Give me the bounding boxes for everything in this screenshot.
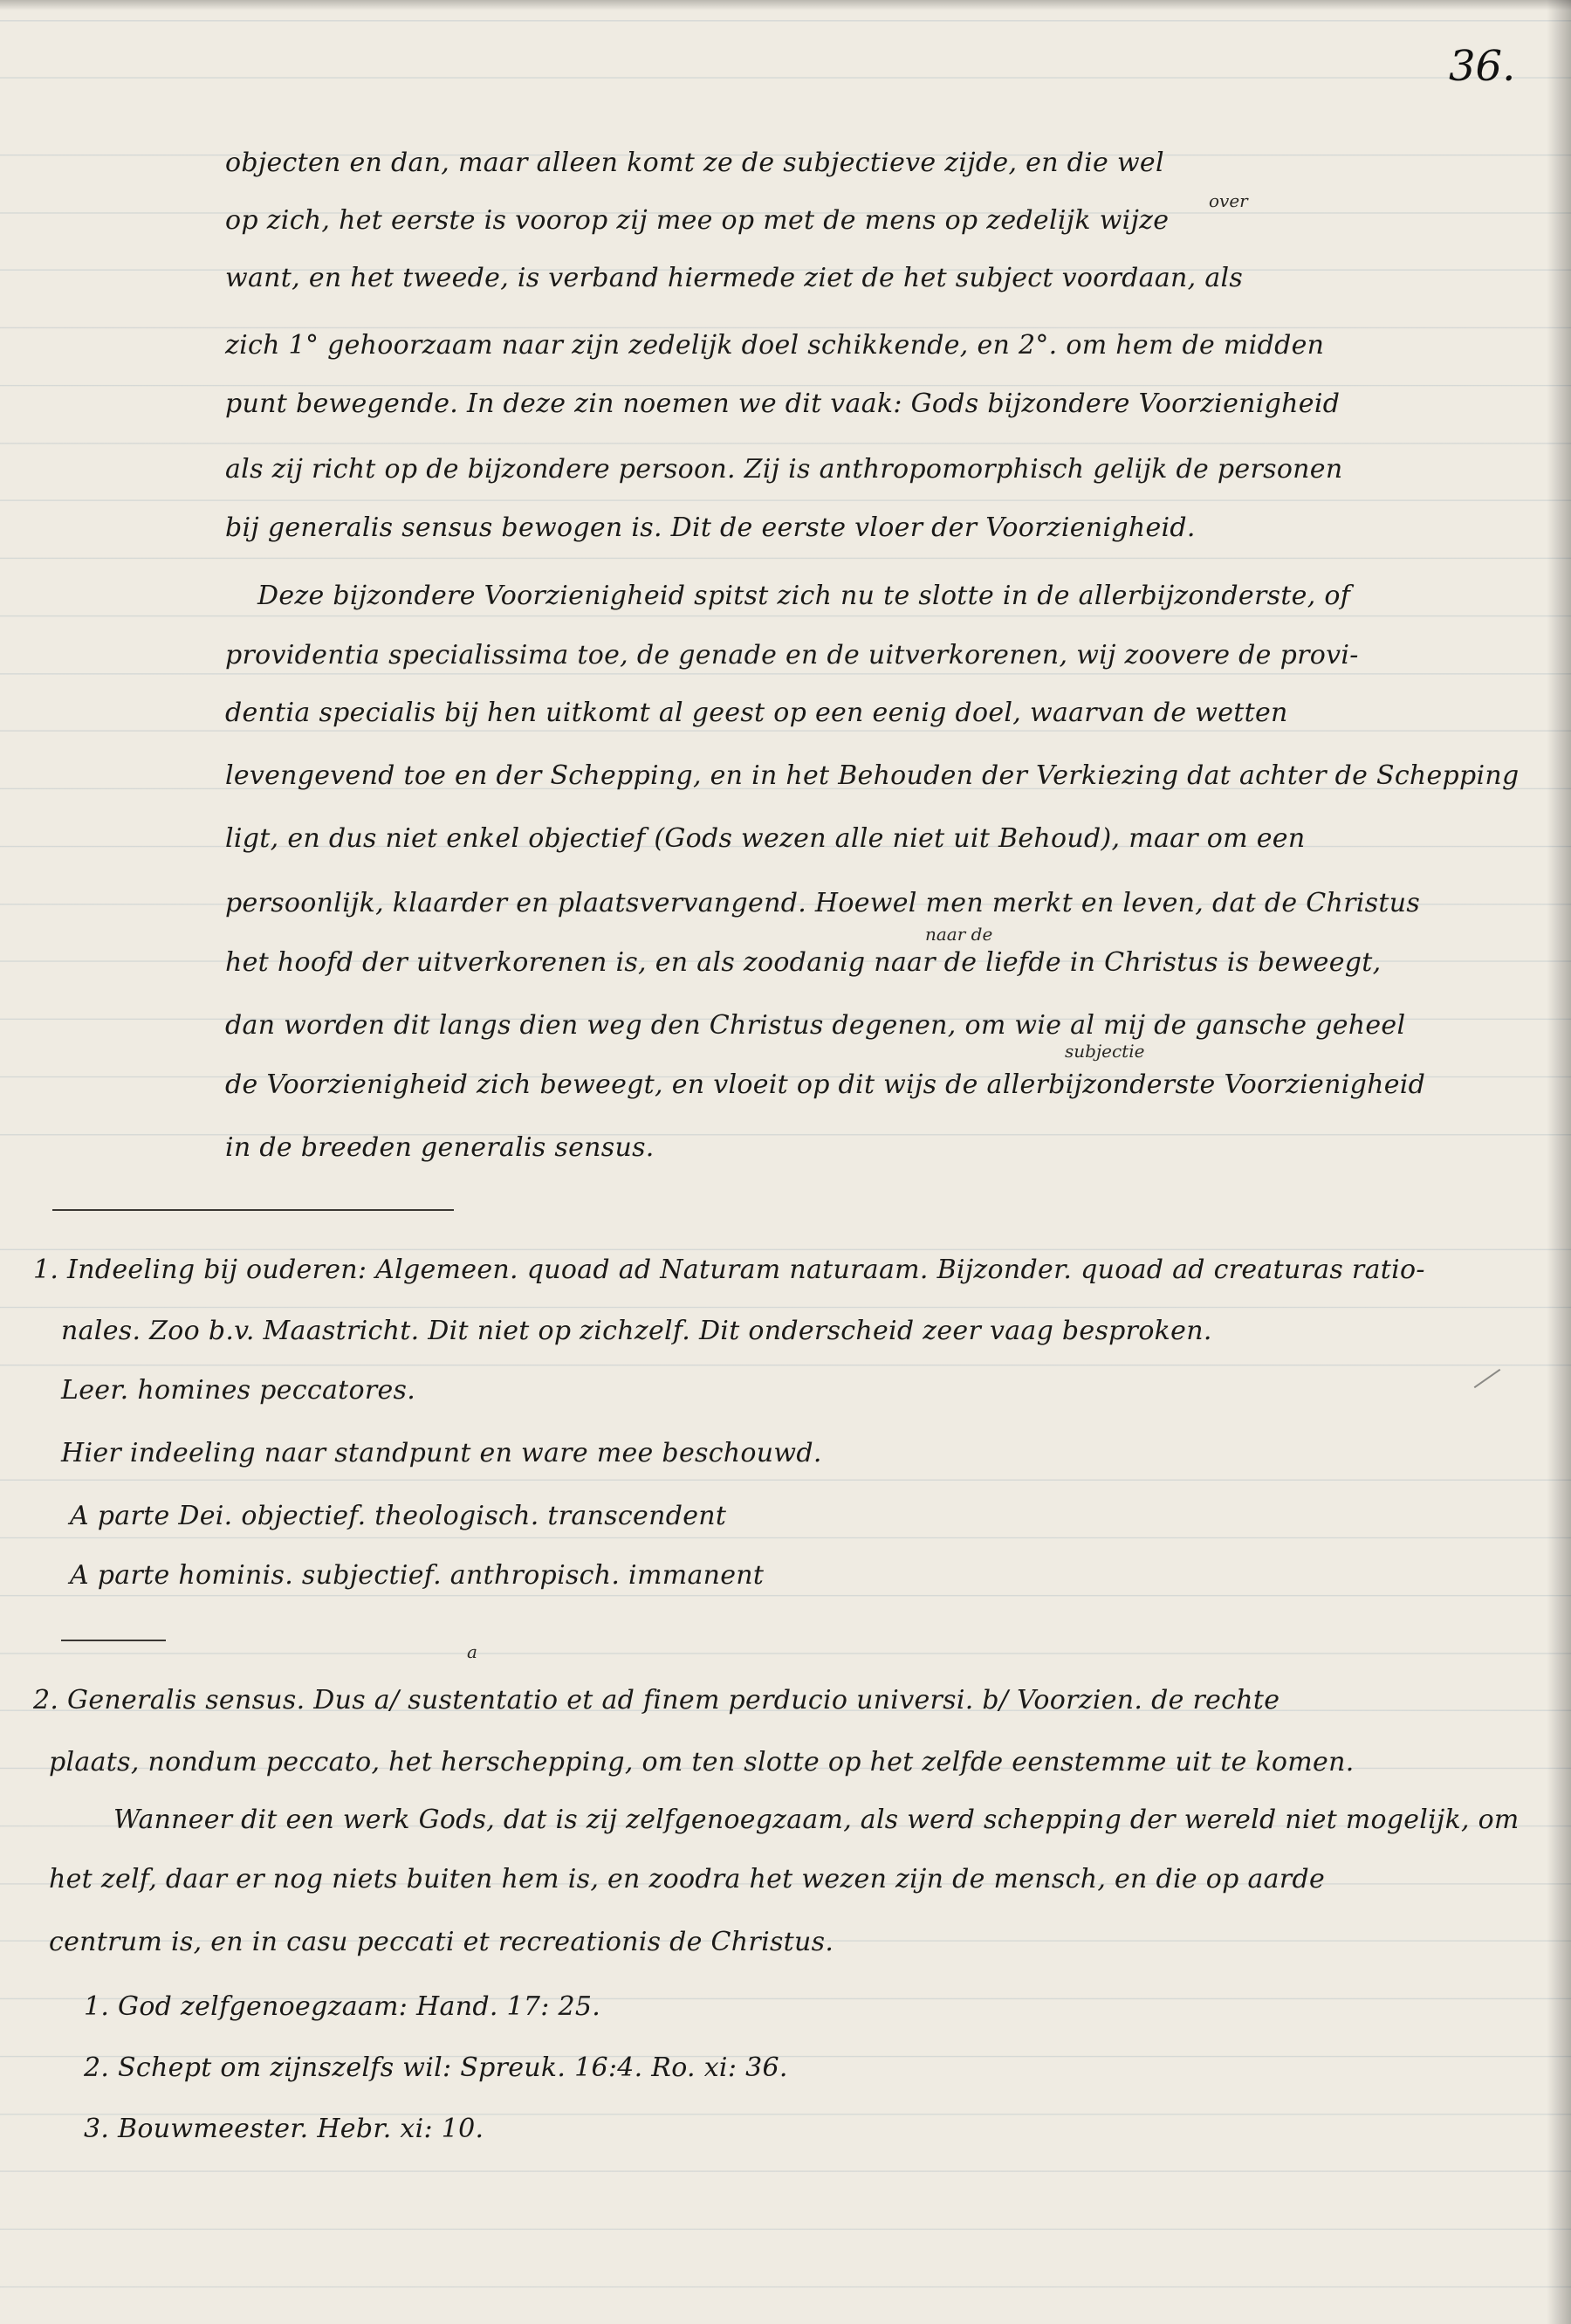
reference-line: 1. God zelfgenoegzaam: Hand. 17: 25.: [84, 1991, 601, 2022]
note-line: Wanneer dit een werk Gods, dat is zij zelfgenoegzaam, als werd schepping der wereld niet mogelijk, om: [113, 1805, 1520, 1835]
body-line: als zij richt op de bijzondere persoon. Zij is anthropomorphisch gelijk de personen: [225, 454, 1343, 485]
note-line: centrum is, en in casu peccati et recreationis de Christus.: [49, 1927, 834, 1957]
body-line: objecten en dan, maar alleen komt ze de subjectieve zijde, en die wel: [225, 148, 1164, 178]
body-line: zich 1° gehoorzaam naar zijn zedelijk doel schikkende, en 2°. om hem de midden: [225, 330, 1325, 361]
section-divider: [52, 1209, 454, 1211]
note-line: plaats, nondum peccato, het herschepping, om ten slotte op het zelfde eenstemme uit te komen.: [49, 1747, 1355, 1777]
interlinear-insertion: subjectie: [1065, 1041, 1145, 1062]
note-line: nales. Zoo b.v. Maastricht. Dit niet op zichzelf. Dit onderscheid zeer vaag besproken.: [61, 1316, 1212, 1346]
note-line: het zelf, daar er nog niets buiten hem is, en zoodra het wezen zijn de mensch, en die op aarde: [49, 1864, 1326, 1894]
page-edge-shadow: [1547, 0, 1571, 2324]
pencil-mark: [1474, 1369, 1501, 1388]
note-line: A parte Dei. objectief. theologisch. transcendent: [70, 1501, 727, 1531]
note-line: 2. Generalis sensus. Dus a/ sustentatio et ad finem perducio universi. b/ Voorzien. de rechte: [33, 1685, 1280, 1715]
body-line: Deze bijzondere Voorzienigheid spitst zich nu te slotte in de allerbijzonderste, of: [257, 581, 1351, 611]
note-line: 1. Indeeling bij ouderen: Algemeen. quoad ad Naturam naturaam. Bijzonder. quoad ad creaturas ratio-: [33, 1255, 1425, 1285]
body-line: in de breeden generalis sensus.: [225, 1132, 655, 1163]
interlinear-insertion: over: [1209, 190, 1248, 211]
body-line: op zich, het eerste is voorop zij mee op met de mens op zedelijk wijze: [225, 205, 1170, 236]
page-top-shadow: [0, 0, 1571, 10]
body-line: dentia specialis bij hen uitkomt al geest op een eenig doel, waarvan de wetten: [225, 698, 1288, 728]
section-divider: [61, 1640, 166, 1641]
body-line: persoonlijk, klaarder en plaatsvervangend. Hoewel men merkt en leven, dat de Christus: [225, 888, 1421, 918]
body-line: de Voorzienigheid zich beweegt, en vloeit op dit wijs de allerbijzonderste Voorzienigheid: [225, 1069, 1426, 1100]
body-line: levengevend toe en der Schepping, en in het Behouden der Verkiezing dat achter de Schepping: [225, 760, 1520, 791]
superscript-mark: a: [467, 1641, 477, 1662]
page-number: 36.: [1449, 42, 1516, 91]
reference-line: 3. Bouwmeester. Hebr. xi: 10.: [84, 2114, 484, 2144]
note-line: Hier indeeling naar standpunt en ware mee beschouwd.: [61, 1438, 822, 1468]
reference-line: 2. Schept om zijnszelfs wil: Spreuk. 16:4. Ro. xi: 36.: [84, 2052, 788, 2083]
body-line: punt bewegende. In deze zin noemen we dit vaak: Gods bijzondere Voorzienigheid: [225, 388, 1341, 419]
body-line: want, en het tweede, is verband hiermede ziet de het subject voordaan, als: [225, 263, 1244, 293]
body-line: providentia specialissima toe, de genade en de uitverkorenen, wij zoovere de provi-: [225, 640, 1359, 670]
interlinear-insertion: naar de: [925, 924, 993, 945]
note-line: Leer. homines peccatores.: [61, 1375, 416, 1406]
note-line: A parte hominis. subjectief. anthropisch. immanent: [70, 1560, 765, 1591]
body-line: ligt, en dus niet enkel objectief (Gods wezen alle niet uit Behoud), maar om een: [225, 823, 1306, 854]
body-line: het hoofd der uitverkorenen is, en als zoodanig naar de liefde in Christus is beweegt,: [225, 947, 1382, 978]
body-line: bij generalis sensus bewogen is. Dit de eerste vloer der Voorzienigheid.: [225, 512, 1196, 543]
body-line: dan worden dit langs dien weg den Christus degenen, om wie al mij de gansche geheel: [225, 1010, 1406, 1041]
